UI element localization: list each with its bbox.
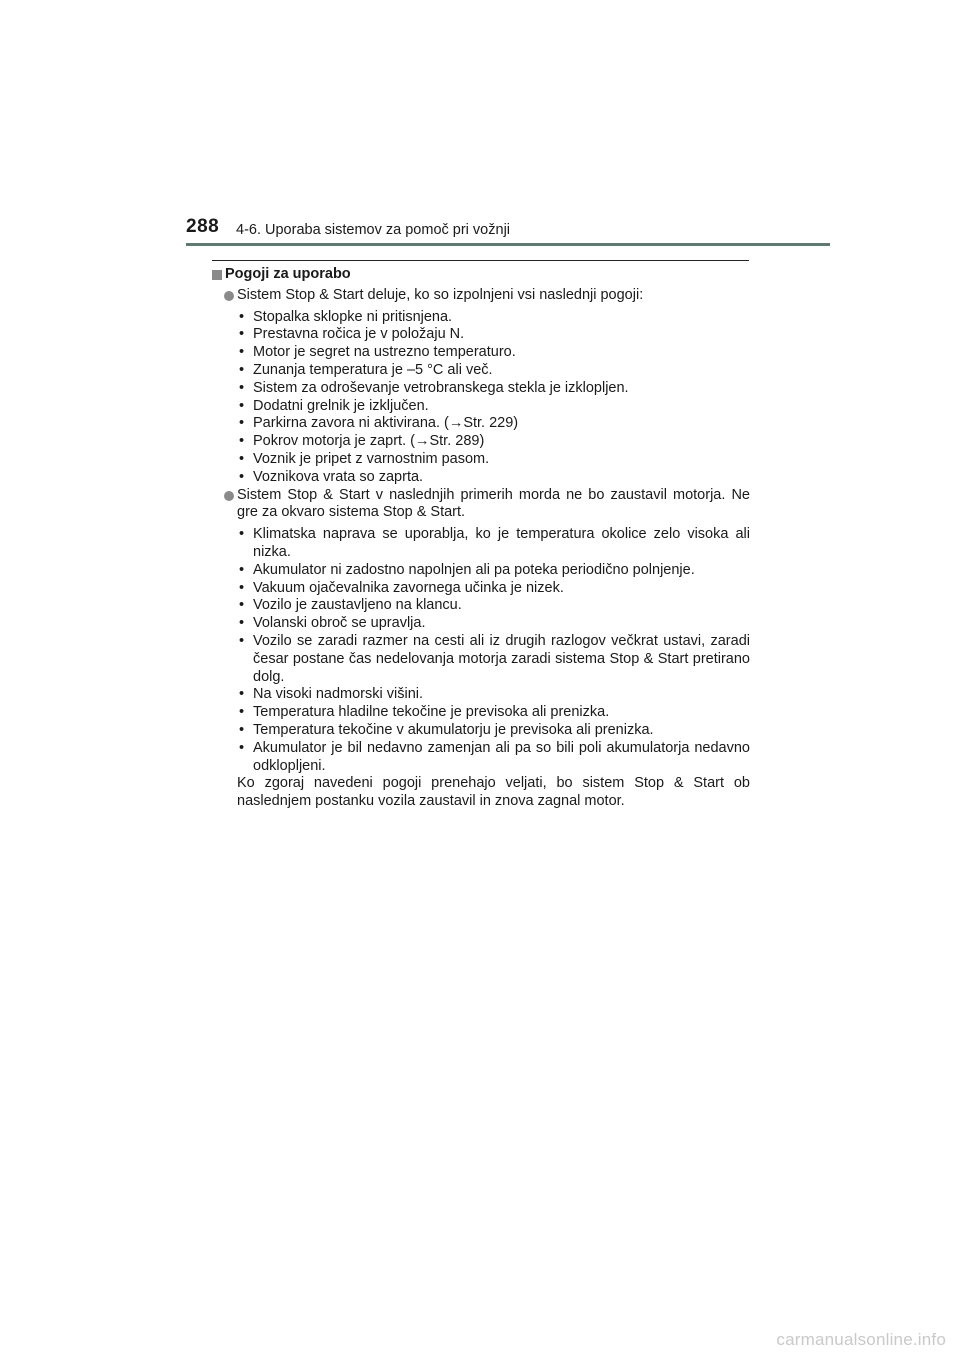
condition-item-1-text: Sistem Stop & Start deluje, ko so izpolnjeni vsi naslednji pogoji: — [237, 286, 644, 303]
watermark: carmanualsonline.info — [776, 1330, 946, 1349]
section-heading — [212, 266, 750, 284]
list-item: • Dodatni grelnik je izključen. — [237, 398, 750, 416]
list-item: • Voznik je pripet z varnostnim pasom. — [237, 451, 750, 469]
list-item: • Temperatura hladilne tekočine je previsoka ali prenizka. — [237, 704, 750, 722]
condition-list-1 — [212, 309, 750, 487]
page-number: 288 — [186, 216, 220, 237]
page-header — [0, 0, 960, 250]
section-divider — [212, 260, 749, 261]
list-item: • Motor je segret na ustrezno temperaturo. — [237, 344, 750, 362]
header-divider — [186, 243, 830, 246]
condition-item-2-text: Sistem Stop & Start v naslednjih primerih morda ne bo zaustavil motorja. Ne gre za okvaro sistema Stop & Start. — [237, 486, 750, 521]
condition-item-1 — [212, 287, 750, 305]
section-heading-text: Pogoji za uporabo — [225, 266, 351, 282]
list-item: • Parkirna zavora ni aktivirana. (→Str. 229) — [237, 415, 750, 433]
condition-list-2 — [212, 526, 750, 775]
list-item: • Vozilo je zaustavljeno na klancu. — [237, 597, 750, 615]
condition-item-2 — [212, 487, 750, 523]
list-item: • Zunanja temperatura je –5 °C ali več. — [237, 362, 750, 380]
list-item: • Vozilo se zaradi razmer na cesti ali iz drugih razlogov večkrat ustavi, zaradi česar postane čas nedelovanja motorja zaradi sistema Stop & Start pretirano dolg. — [237, 633, 750, 686]
list-item: • Vakuum ojačevalnika zavornega učinka je nizek. — [237, 580, 750, 598]
square-bullet-icon — [212, 270, 222, 280]
list-item: • Temperatura tekočine v akumulatorju je previsoka ali prenizka. — [237, 722, 750, 740]
list-item: • Na visoki nadmorski višini. — [237, 686, 750, 704]
section-operating-conditions — [212, 266, 750, 811]
closing-paragraph: Ko zgoraj navedeni pogoji prenehajo veljati, bo sistem Stop & Start ob naslednjem postanku vozila zaustavil in znova zagnal motor. — [237, 775, 750, 810]
list-item: • Stopalka sklopke ni pritisnjena. — [237, 309, 750, 327]
circle-bullet-icon — [224, 291, 234, 301]
circle-bullet-icon — [224, 491, 234, 501]
list-item: • Voznikova vrata so zaprta. — [237, 469, 750, 487]
list-item: • Akumulator je bil nedavno zamenjan ali pa so bili poli akumulatorja nedavno odklopljeni. — [237, 740, 750, 776]
list-item: • Prestavna ročica je v položaju N. — [237, 326, 750, 344]
list-item: • Akumulator ni zadostno napolnjen ali pa poteka periodično polnjenje. — [237, 562, 750, 580]
chapter-title: 4-6. Uporaba sistemov za pomoč pri vožnji — [236, 222, 511, 238]
list-item: • Pokrov motorja je zaprt. (→Str. 289) — [237, 433, 750, 451]
list-item: • Klimatska naprava se uporablja, ko je temperatura okolice zelo visoka ali nizka. — [237, 526, 750, 562]
list-item: • Volanski obroč se upravlja. — [237, 615, 750, 633]
list-item: • Sistem za odroševanje vetrobranskega stekla je izklopljen. — [237, 380, 750, 398]
